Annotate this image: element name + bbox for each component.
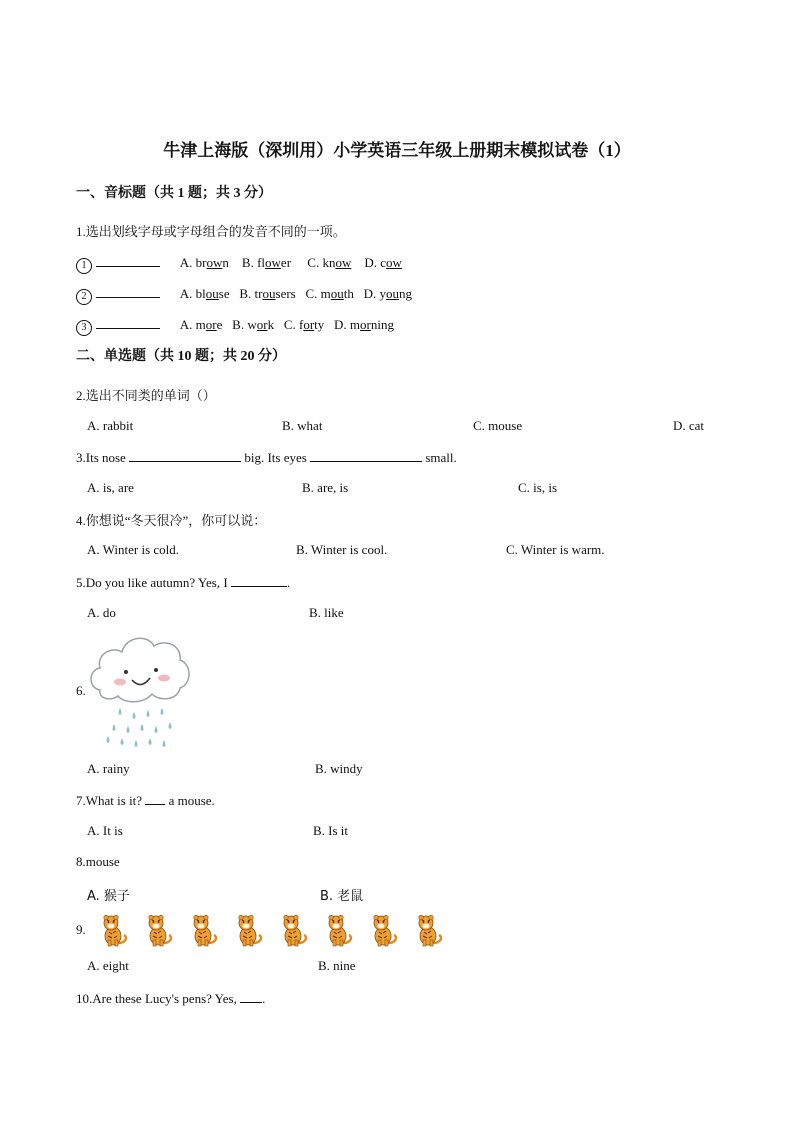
question-5-option-a[interactable]: A. do xyxy=(87,605,116,620)
tiger-icon xyxy=(141,913,175,947)
question-1-row-3 xyxy=(76,316,394,336)
tiger-icon xyxy=(321,913,355,947)
question-7-stem: 7.What is it? a mouse. xyxy=(76,793,215,808)
question-1-stem: 1.选出划线字母或字母组合的发音不同的一项。 xyxy=(76,224,346,239)
answer-blank[interactable] xyxy=(96,254,160,267)
circled-number: 1 xyxy=(76,258,92,274)
question-9-number: 9. xyxy=(76,922,86,937)
question-2-option-d[interactable]: D. cat xyxy=(673,418,705,433)
question-3-option-a[interactable]: A. is, are xyxy=(87,480,134,495)
tiger-icon xyxy=(231,913,265,947)
answer-blank[interactable] xyxy=(145,792,165,805)
option-c: C. forty xyxy=(283,317,325,332)
question-8-option-a[interactable]: A. 猴子 xyxy=(87,889,130,904)
option-d: D. morning xyxy=(334,317,395,332)
rain-cloud-icon xyxy=(86,628,194,750)
question-7-option-a[interactable]: A. It is xyxy=(87,823,123,838)
question-4-option-a[interactable]: A. Winter is cold. xyxy=(87,542,180,557)
section-heading-phonics: 一、音标题（共 1 题；共 3 分） xyxy=(76,186,272,201)
circled-number: 3 xyxy=(76,320,92,336)
answer-blank[interactable] xyxy=(240,990,262,1003)
tiger-icon xyxy=(366,913,400,947)
tiger-icon xyxy=(186,913,220,947)
question-1-row-1 xyxy=(76,254,402,274)
question-5-option-b[interactable]: B. like xyxy=(309,605,344,620)
question-2-option-c[interactable]: C. mouse xyxy=(473,418,523,433)
section-heading-single-choice: 二、单选题（共 10 题；共 20 分） xyxy=(76,349,286,364)
option-a: A. more xyxy=(179,317,223,332)
option-b: B. flower xyxy=(241,255,292,270)
question-8-stem: 8.mouse xyxy=(76,854,120,869)
option-c: C. mouth xyxy=(305,286,354,301)
question-2-option-b[interactable]: B. what xyxy=(282,418,323,433)
question-4-stem: 4.你想说“冬天很冷”，你可以说： xyxy=(76,513,267,528)
question-3-stem: 3.Its nose big. Its eyes small. xyxy=(76,450,457,465)
question-2-stem: 2.选出不同类的单词（） xyxy=(76,388,216,403)
option-d: D. cow xyxy=(364,255,402,270)
question-3-option-c[interactable]: C. is, is xyxy=(518,480,558,495)
tiger-icon xyxy=(96,913,130,947)
question-7-option-b[interactable]: B. Is it xyxy=(313,823,349,838)
question-3-option-b[interactable]: B. are, is xyxy=(302,480,349,495)
page-title: 牛津上海版（深圳用）小学英语三年级上册期末模拟试卷（1） xyxy=(163,141,631,160)
question-2-option-a[interactable]: A. rabbit xyxy=(87,418,134,433)
circled-number: 2 xyxy=(76,289,92,305)
tiger-row xyxy=(96,913,456,947)
question-9-option-b[interactable]: B. nine xyxy=(318,958,356,973)
question-9-option-a[interactable]: A. eight xyxy=(87,958,129,973)
question-6-option-a[interactable]: A. rainy xyxy=(87,761,130,776)
question-5-stem: 5.Do you like autumn? Yes, I . xyxy=(76,575,291,590)
answer-blank[interactable] xyxy=(96,285,160,298)
option-c: C. know xyxy=(307,255,352,270)
answer-blank[interactable] xyxy=(231,574,287,587)
option-b: B. trousers xyxy=(239,286,296,301)
answer-blank[interactable] xyxy=(129,449,241,462)
question-1-row-2 xyxy=(76,285,412,305)
answer-blank[interactable] xyxy=(96,316,160,329)
option-a: A. blouse xyxy=(179,286,230,301)
question-6-option-b[interactable]: B. windy xyxy=(315,761,363,776)
question-4-option-c[interactable]: C. Winter is warm. xyxy=(506,542,605,557)
question-8-option-b[interactable]: B. 老鼠 xyxy=(320,889,364,904)
option-b: B. work xyxy=(232,317,275,332)
tiger-icon xyxy=(276,913,310,947)
option-a: A. brown xyxy=(179,255,229,270)
tiger-icon xyxy=(411,913,445,947)
answer-blank[interactable] xyxy=(310,449,422,462)
option-d: D. young xyxy=(363,286,413,301)
question-6-number: 6. xyxy=(76,683,86,698)
question-10-stem: 10.Are these Lucy's pens? Yes, . xyxy=(76,991,266,1006)
question-4-option-b[interactable]: B. Winter is cool. xyxy=(296,542,388,557)
